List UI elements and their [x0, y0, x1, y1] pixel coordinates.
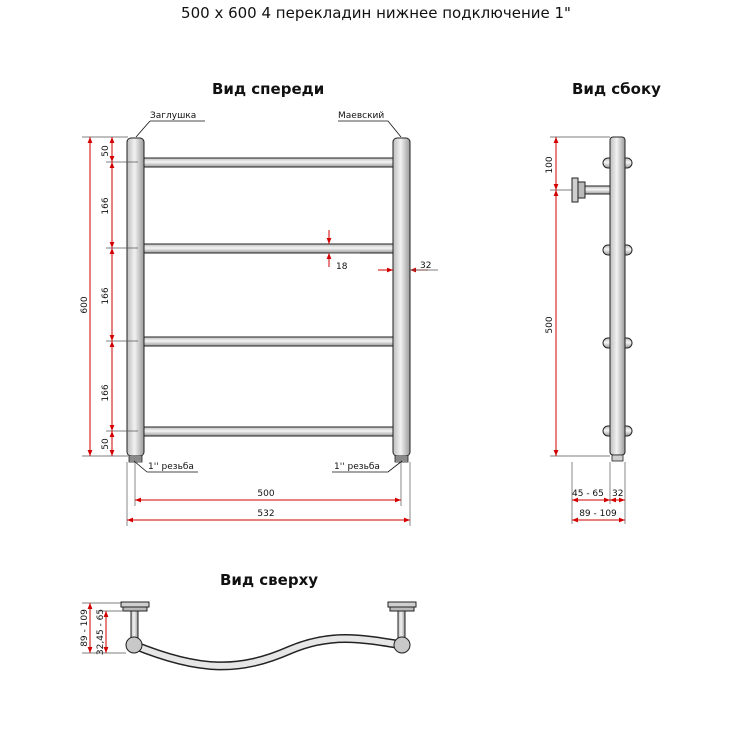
side-pipe — [610, 137, 625, 455]
dim-gap-1: 166 — [101, 197, 111, 215]
dim-width-500: 500 — [257, 489, 275, 499]
rung-2 — [139, 244, 397, 253]
rung-3 — [139, 337, 397, 346]
side-dim-500: 500 — [545, 316, 555, 334]
rung-1 — [139, 158, 397, 167]
left-pipe — [127, 138, 144, 456]
top-left-pipe — [126, 637, 142, 653]
front-view-title: Вид спереди — [212, 80, 325, 98]
thread-right-label: 1'' резьба — [334, 462, 380, 472]
top-view-title: Вид сверху — [220, 571, 319, 589]
top-dim-offset: 32,45 - 65 — [96, 608, 106, 656]
rung-4 — [139, 427, 397, 436]
dim-600: 600 — [80, 296, 90, 314]
side-dim-offset: 45 - 65 — [572, 489, 604, 499]
left-thread — [129, 456, 142, 462]
front-view — [80, 111, 438, 526]
side-view-title: Вид сбоку — [572, 80, 661, 98]
side-dim-100: 100 — [545, 156, 555, 174]
drawing-title: 500 x 600 4 перекладин нижнее подключение 1" — [181, 4, 571, 22]
top-dim-total: 89 - 109 — [80, 609, 90, 647]
thread-left-label: 1'' резьба — [148, 462, 194, 472]
dim-gap-2: 166 — [101, 287, 111, 305]
side-bracket — [572, 178, 610, 202]
plug-leader — [136, 121, 205, 137]
right-pipe — [393, 138, 410, 456]
side-dim-total: 89 - 109 — [579, 509, 617, 519]
top-view — [80, 602, 416, 666]
mayevsky-leader — [338, 121, 401, 137]
dim-bottom-50: 50 — [101, 438, 111, 450]
top-right-pipe — [394, 637, 410, 653]
dim-width-532: 532 — [257, 509, 275, 519]
dim-gap-3: 166 — [101, 384, 111, 402]
mayevsky-label: Маевский — [338, 111, 385, 121]
side-view — [545, 137, 632, 524]
plug-label: Заглушка — [150, 111, 197, 121]
dim-rung-18: 18 — [336, 262, 348, 272]
dim-top-50: 50 — [101, 145, 111, 157]
side-dim-pipe: 32 — [612, 489, 624, 499]
dim-pipe-32: 32 — [420, 261, 432, 271]
